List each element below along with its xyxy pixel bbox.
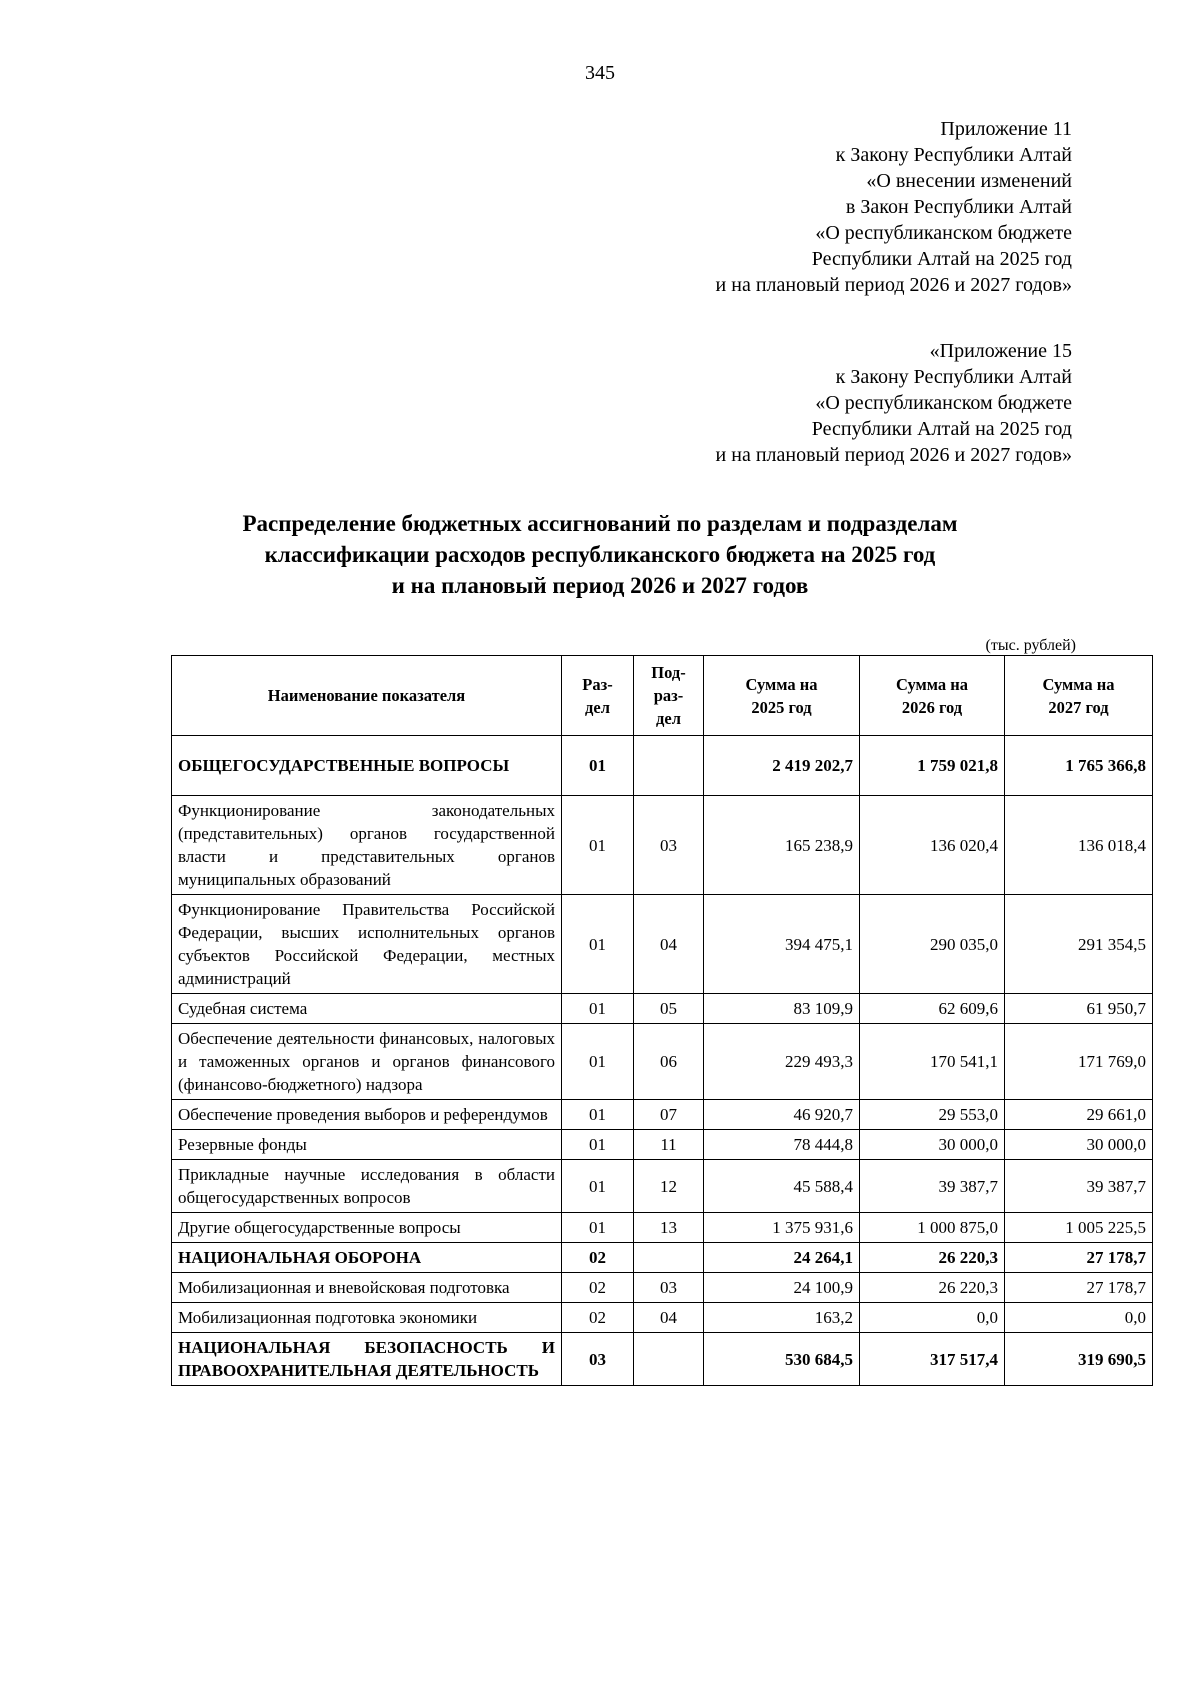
row-subsection: [634, 736, 704, 796]
row-name: Функционирование Правительства Российской Федерации, высших исполнительных органов субъектов Российской Федерации, местных администраций: [172, 895, 562, 994]
appendix-current-line: в Закон Республики Алтай: [845, 196, 1072, 218]
row-sum-2026: 1 000 875,0: [860, 1213, 1005, 1243]
table-row: [172, 1333, 1153, 1386]
row-section: 01: [562, 1213, 634, 1243]
row-sum-2025: 2 419 202,7: [704, 736, 860, 796]
appendix-original-line: «О республиканском бюджете: [815, 392, 1072, 414]
row-sum-2026: 317 517,4: [860, 1333, 1005, 1386]
header-subsection: Под- раз- дел: [634, 656, 704, 736]
table-row: [172, 796, 1153, 895]
row-sum-2026: 290 035,0: [860, 895, 1005, 994]
budget-table: [171, 655, 1153, 1386]
appendix-original: [716, 338, 1072, 468]
row-sum-2025: 1 375 931,6: [704, 1213, 860, 1243]
row-subsection: 13: [634, 1213, 704, 1243]
row-sum-2025: 78 444,8: [704, 1130, 860, 1160]
row-sum-2025: 163,2: [704, 1303, 860, 1333]
appendix-current: [716, 116, 1072, 298]
row-section: 03: [562, 1333, 634, 1386]
header-sum-2025: Сумма на 2025 год: [704, 656, 860, 736]
row-sum-2025: 83 109,9: [704, 994, 860, 1024]
row-name: Мобилизационная подготовка экономики: [172, 1303, 562, 1333]
row-section: 02: [562, 1273, 634, 1303]
title-line: классификации расходов республиканского бюджета на 2025 год: [264, 542, 936, 567]
row-section: 01: [562, 994, 634, 1024]
row-sum-2025: 229 493,3: [704, 1024, 860, 1100]
row-sum-2027: 29 661,0: [1005, 1100, 1153, 1130]
row-sum-2026: 0,0: [860, 1303, 1005, 1333]
row-sum-2026: 39 387,7: [860, 1160, 1005, 1213]
row-sum-2027: 30 000,0: [1005, 1130, 1153, 1160]
units-label: (тыс. рублей): [985, 637, 1076, 654]
row-sum-2025: 45 588,4: [704, 1160, 860, 1213]
row-sum-2027: 319 690,5: [1005, 1333, 1153, 1386]
row-section: 02: [562, 1243, 634, 1273]
row-section: 01: [562, 1160, 634, 1213]
row-sum-2027: 61 950,7: [1005, 994, 1153, 1024]
row-sum-2027: 136 018,4: [1005, 796, 1153, 895]
header-name: Наименование показателя: [172, 656, 562, 736]
row-subsection: 07: [634, 1100, 704, 1130]
row-sum-2025: 46 920,7: [704, 1100, 860, 1130]
row-section: 01: [562, 736, 634, 796]
row-subsection: 11: [634, 1130, 704, 1160]
appendix-current-line: Приложение 11: [940, 118, 1072, 140]
row-subsection: 04: [634, 1303, 704, 1333]
table-row: [172, 1024, 1153, 1100]
appendix-original-line: к Закону Республики Алтай: [835, 366, 1072, 388]
row-sum-2026: 26 220,3: [860, 1243, 1005, 1273]
row-section: 01: [562, 895, 634, 994]
appendix-current-line: «О республиканском бюджете: [815, 222, 1072, 244]
row-name: Обеспечение деятельности финансовых, налоговых и таможенных органов и органов финансового (финансово-бюджетного) надзора: [172, 1024, 562, 1100]
row-name: Другие общегосударственные вопросы: [172, 1213, 562, 1243]
header-sum-2026: Сумма на 2026 год: [860, 656, 1005, 736]
row-subsection: 06: [634, 1024, 704, 1100]
row-section: 01: [562, 1100, 634, 1130]
row-subsection: [634, 1333, 704, 1386]
row-subsection: 12: [634, 1160, 704, 1213]
table-row: [172, 1213, 1153, 1243]
row-name: Судебная система: [172, 994, 562, 1024]
row-sum-2027: 27 178,7: [1005, 1243, 1153, 1273]
row-sum-2026: 62 609,6: [860, 994, 1005, 1024]
row-sum-2026: 29 553,0: [860, 1100, 1005, 1130]
row-sum-2027: 0,0: [1005, 1303, 1153, 1333]
row-sum-2026: 26 220,3: [860, 1273, 1005, 1303]
appendix-original-line: и на плановый период 2026 и 2027 годов»: [715, 444, 1072, 466]
title-line: и на плановый период 2026 и 2027 годов: [391, 573, 809, 598]
row-sum-2026: 170 541,1: [860, 1024, 1005, 1100]
appendix-original-line: Республики Алтай на 2025 год: [811, 418, 1072, 440]
row-subsection: [634, 1243, 704, 1273]
document-title: [120, 508, 1080, 601]
row-name: НАЦИОНАЛЬНАЯ ОБОРОНА: [172, 1243, 562, 1273]
row-sum-2027: 1 765 366,8: [1005, 736, 1153, 796]
row-section: 01: [562, 796, 634, 895]
row-subsection: 04: [634, 895, 704, 994]
page-number: 345: [585, 62, 615, 84]
table-row: [172, 1243, 1153, 1273]
row-sum-2026: 1 759 021,8: [860, 736, 1005, 796]
appendix-current-line: и на плановый период 2026 и 2027 годов»: [715, 274, 1072, 296]
row-section: 02: [562, 1303, 634, 1333]
row-sum-2025: 24 100,9: [704, 1273, 860, 1303]
table-row: [172, 736, 1153, 796]
row-sum-2027: 291 354,5: [1005, 895, 1153, 994]
row-sum-2025: 24 264,1: [704, 1243, 860, 1273]
title-line: Распределение бюджетных ассигнований по разделам и подразделам: [242, 511, 958, 536]
header-section: Раз- дел: [562, 656, 634, 736]
row-sum-2027: 171 769,0: [1005, 1024, 1153, 1100]
row-sum-2025: 530 684,5: [704, 1333, 860, 1386]
row-section: 01: [562, 1130, 634, 1160]
row-name: Резервные фонды: [172, 1130, 562, 1160]
table-row: [172, 1273, 1153, 1303]
table-row: [172, 895, 1153, 994]
table-row: [172, 1100, 1153, 1130]
row-sum-2027: 39 387,7: [1005, 1160, 1153, 1213]
table-row: [172, 1303, 1153, 1333]
row-name: НАЦИОНАЛЬНАЯ БЕЗОПАСНОСТЬ И ПРАВООХРАНИТЕЛЬНАЯ ДЕЯТЕЛЬНОСТЬ: [172, 1333, 562, 1386]
row-sum-2027: 1 005 225,5: [1005, 1213, 1153, 1243]
row-subsection: 03: [634, 1273, 704, 1303]
row-sum-2026: 30 000,0: [860, 1130, 1005, 1160]
header-sum-2027: Сумма на 2027 год: [1005, 656, 1153, 736]
row-subsection: 03: [634, 796, 704, 895]
row-name: Прикладные научные исследования в области общегосударственных вопросов: [172, 1160, 562, 1213]
row-name: ОБЩЕГОСУДАРСТВЕННЫЕ ВОПРОСЫ: [172, 736, 562, 796]
table-row: [172, 994, 1153, 1024]
table-header-row: [172, 656, 1153, 736]
row-sum-2025: 394 475,1: [704, 895, 860, 994]
appendix-current-line: к Закону Республики Алтай: [835, 144, 1072, 166]
appendix-current-line: «О внесении изменений: [866, 170, 1072, 192]
row-sum-2025: 165 238,9: [704, 796, 860, 895]
appendix-original-line: «Приложение 15: [929, 340, 1072, 362]
row-section: 01: [562, 1024, 634, 1100]
row-name: Обеспечение проведения выборов и референдумов: [172, 1100, 562, 1130]
row-sum-2027: 27 178,7: [1005, 1273, 1153, 1303]
row-name: Функционирование законодательных (представительных) органов государственной власти и представительных органов муниципальных образований: [172, 796, 562, 895]
table-row: [172, 1130, 1153, 1160]
table-row: [172, 1160, 1153, 1213]
row-name: Мобилизационная и вневойсковая подготовка: [172, 1273, 562, 1303]
appendix-current-line: Республики Алтай на 2025 год: [811, 248, 1072, 270]
row-sum-2026: 136 020,4: [860, 796, 1005, 895]
row-subsection: 05: [634, 994, 704, 1024]
